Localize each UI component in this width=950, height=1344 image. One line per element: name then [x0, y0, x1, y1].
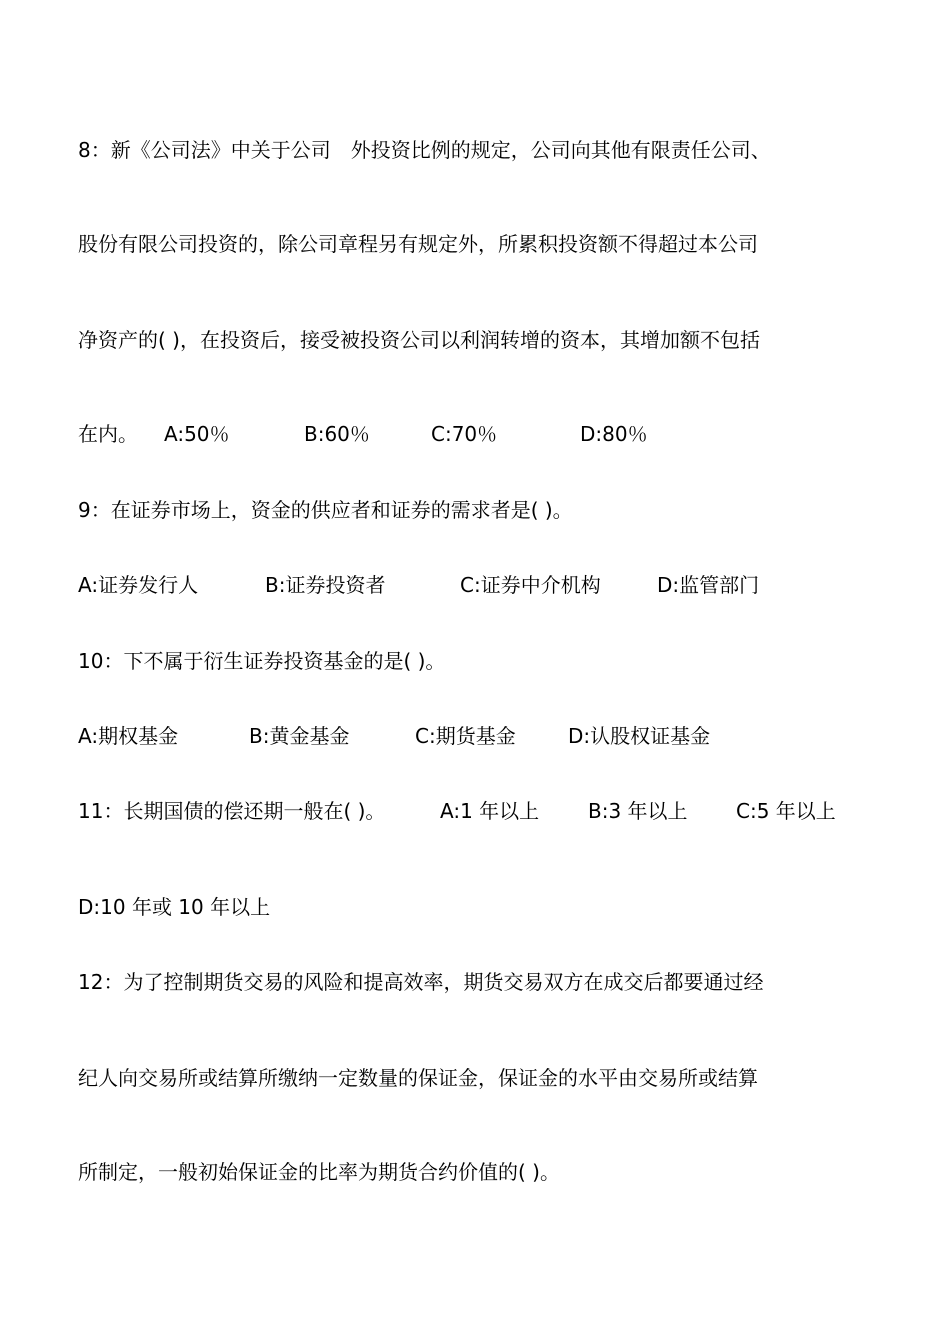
- question-8-option-d: D:80％: [580, 422, 648, 446]
- question-9-option-c: C:证券中介机构: [460, 573, 601, 597]
- question-9-options: [78, 573, 878, 597]
- question-10-stem: 10：下不属于衍生证券投资基金的是( )。: [78, 649, 446, 673]
- question-11-option-a: A:1 年以上: [440, 799, 540, 823]
- question-11-option-b: B:3 年以上: [588, 799, 688, 823]
- question-10-option-b: B:黄金基金: [249, 724, 350, 748]
- question-10-option-a: A:期权基金: [78, 724, 179, 748]
- question-9-stem: 9：在证券市场上，资金的供应者和证券的需求者是( )。: [78, 498, 573, 522]
- question-11-option-c: C:5 年以上: [736, 799, 836, 823]
- question-10-option-c: C:期货基金: [415, 724, 516, 748]
- question-11-stem: 11：长期国债的偿还期一般在( )。: [78, 799, 386, 823]
- question-11-option-d: D:10 年或 10 年以上: [78, 895, 271, 919]
- question-8-line-1: 8：新《公司法》中关于公司 外投资比例的规定，公司向其他有限责任公司、: [78, 138, 771, 162]
- question-8-line-3: 净资产的( )，在投资后，接受被投资公司以利润转增的资本，其增加额不包括: [78, 328, 760, 352]
- question-8-line-4: [78, 422, 878, 446]
- question-12-line-1: 12：为了控制期货交易的风险和提高效率，期货交易双方在成交后都要通过经: [78, 970, 764, 994]
- question-9-option-a: A:证券发行人: [78, 573, 199, 597]
- question-8-option-b: B:60％: [304, 422, 370, 446]
- question-9-option-d: D:监管部门: [657, 573, 760, 597]
- question-12-line-3: 所制定，一般初始保证金的比率为期货合约价值的( )。: [78, 1160, 560, 1184]
- question-9-option-b: B:证券投资者: [265, 573, 386, 597]
- question-10-options: [78, 724, 878, 748]
- question-8-line-2: 股份有限公司投资的，除公司章程另有规定外，所累积投资额不得超过本公司: [78, 232, 758, 256]
- question-8-option-c: C:70％: [431, 422, 498, 446]
- question-8-stem-end: 在内。: [78, 422, 138, 446]
- question-11-line-1: [78, 799, 878, 823]
- question-12-line-2: 纪人向交易所或结算所缴纳一定数量的保证金，保证金的水平由交易所或结算: [78, 1066, 758, 1090]
- question-8-option-a: A:50％: [164, 422, 230, 446]
- question-10-option-d: D:认股权证基金: [568, 724, 711, 748]
